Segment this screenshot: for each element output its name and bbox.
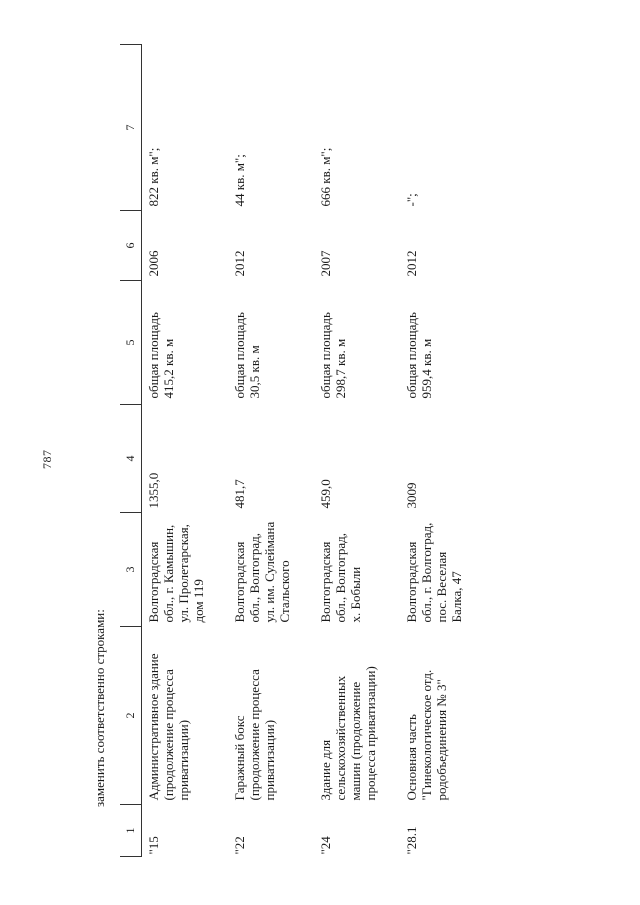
object-value: 666 кв. м";	[318, 147, 333, 207]
object-cost: 459,0	[318, 479, 333, 509]
page-number: 787	[40, 449, 54, 469]
object-area: общая площадь 415,2 кв. м	[146, 312, 176, 399]
column-header: 1	[120, 805, 142, 857]
column-header: 7	[120, 45, 142, 211]
table-row	[228, 45, 314, 857]
column-header: 5	[120, 281, 142, 405]
column-header: 3	[120, 513, 142, 627]
row-number: "22	[232, 836, 247, 855]
column-header: 2	[120, 627, 142, 805]
object-name: Гаражный бокс (продолжение процесса приватизации)	[232, 669, 277, 801]
replacement-table	[120, 44, 486, 857]
table-row	[400, 45, 486, 857]
object-name: Здание для сельскохозяйственных машин (продолжение процесса приватизации)	[318, 666, 378, 801]
object-year: 2007	[318, 250, 333, 277]
row-number: "28.1	[404, 826, 419, 855]
row-number: "15	[146, 836, 161, 855]
object-year: 2012	[232, 250, 247, 277]
object-year: 2006	[146, 250, 161, 277]
object-value: 44 кв. м";	[232, 154, 247, 207]
object-address: Волгоградская обл., г. Камышин, ул. Пролетарская, дом 119	[146, 524, 206, 623]
row-number: "24	[318, 836, 333, 855]
object-name: Административное здание (продолжение процесса приватизации)	[146, 653, 191, 801]
object-address: Волгоградская обл., Волгоград, х. Бобыли	[318, 533, 363, 623]
column-header: 6	[120, 211, 142, 281]
object-cost: 3009	[404, 482, 419, 509]
object-area: общая площадь 30,5 кв. м	[232, 312, 262, 399]
object-value: 822 кв. м";	[146, 147, 161, 207]
table-row	[142, 45, 229, 857]
object-area: общая площадь 959,4 кв. м	[404, 312, 434, 399]
object-address: Волгоградская обл., г. Волгоград, пос. Веселая Балка, 47	[404, 522, 464, 623]
object-cost: 481,7	[232, 479, 247, 509]
table-header	[120, 45, 142, 857]
column-header: 4	[120, 405, 142, 513]
intro-text: заменить соответственно строками:	[92, 609, 107, 807]
object-value: -";	[404, 193, 419, 207]
object-name: Основная часть "Гинекологическое отд. родобъединения № 3"	[404, 669, 449, 801]
object-year: 2012	[404, 250, 419, 277]
table-row	[314, 45, 400, 857]
object-area: общая площадь 298,7 кв. м	[318, 312, 348, 399]
object-cost: 1355,0	[146, 472, 161, 509]
object-address: Волгоградская обл., Волгоград, ул. им. Сулеймана Стальского	[232, 521, 292, 623]
